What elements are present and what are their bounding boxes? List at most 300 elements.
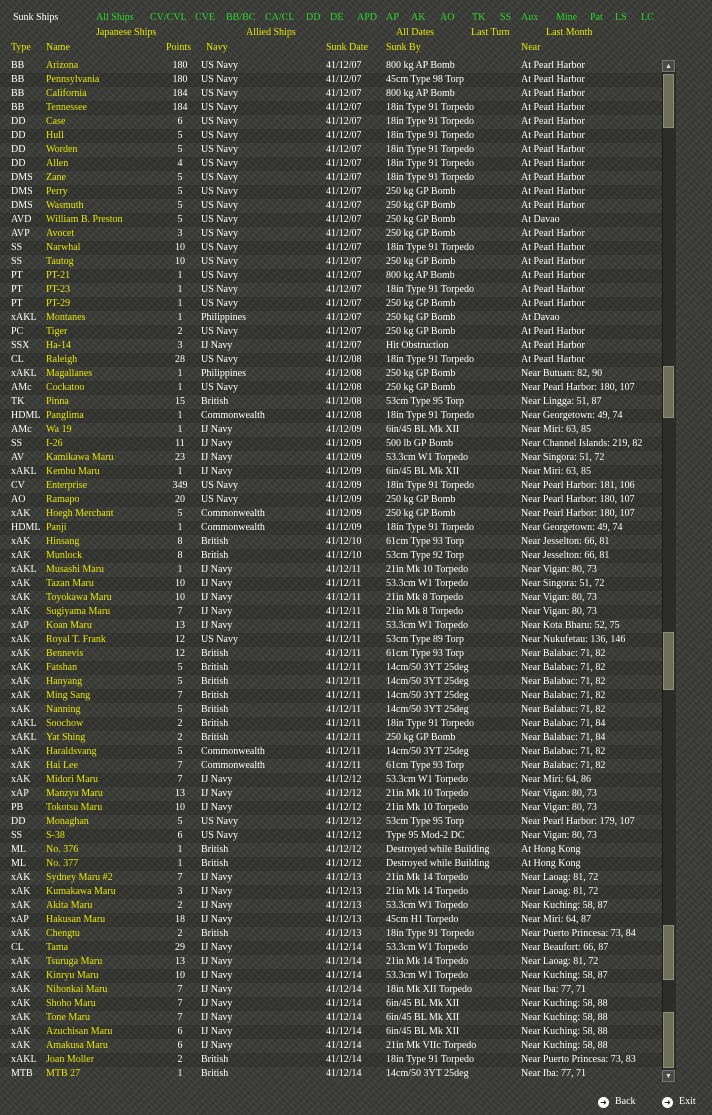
cell-navy: US Navy xyxy=(201,74,238,85)
cell-navy: IJ Navy xyxy=(201,578,233,589)
table-row[interactable] xyxy=(0,465,662,479)
table-row[interactable] xyxy=(0,1011,662,1025)
cell-ship-type: xAK xyxy=(11,662,31,673)
filter-allied-ships[interactable]: Allied Ships xyxy=(246,27,296,38)
table-row[interactable] xyxy=(0,605,662,619)
cell-location: At Pearl Harbor xyxy=(521,298,585,309)
cell-navy: British xyxy=(201,550,229,561)
cell-ship-name[interactable]: S-38 xyxy=(46,830,65,841)
cell-sunk-by: 250 kg GP Bomb xyxy=(386,326,456,337)
table-row[interactable] xyxy=(0,185,662,199)
cell-navy: Commonwealth xyxy=(201,508,265,519)
cell-ship-type: xAK xyxy=(11,886,31,897)
cell-ship-name[interactable]: Montanes xyxy=(46,312,86,323)
table-row[interactable] xyxy=(0,171,662,185)
cell-ship-name[interactable]: California xyxy=(46,88,87,99)
cell-ship-type: xAK xyxy=(11,648,31,659)
table-row[interactable] xyxy=(0,1067,662,1081)
cell-ship-name[interactable]: Yat Shing xyxy=(46,732,86,743)
cell-ship-name[interactable]: Kumakawa Maru xyxy=(46,886,116,897)
filter-bb-bc[interactable]: BB/BC xyxy=(226,12,256,23)
cell-ship-name[interactable]: Joan Moller xyxy=(46,1054,95,1065)
cell-location: Near Vigan: 80, 73 xyxy=(521,592,597,603)
cell-points: 1 xyxy=(177,382,183,393)
cell-points: 29 xyxy=(175,942,185,953)
table-row[interactable] xyxy=(0,101,662,115)
table-row[interactable] xyxy=(0,535,662,549)
cell-sunk-by: 250 kg GP Bomb xyxy=(386,200,456,211)
cell-location: Near Singora: 51, 72 xyxy=(521,578,605,589)
cell-ship-name[interactable]: Munlock xyxy=(46,550,83,561)
cell-ship-type: DD xyxy=(11,816,26,827)
exit-button[interactable] xyxy=(662,1096,696,1108)
table-row[interactable] xyxy=(0,549,662,563)
cell-navy: British xyxy=(201,690,229,701)
table-row[interactable] xyxy=(0,717,662,731)
cell-ship-name[interactable]: Zane xyxy=(46,172,66,183)
table-row[interactable] xyxy=(0,633,662,647)
table-row[interactable] xyxy=(0,129,662,143)
filter-lc[interactable]: LC xyxy=(641,12,654,23)
table-row[interactable] xyxy=(0,381,662,395)
filter-tk[interactable]: TK xyxy=(472,12,486,23)
table-row[interactable] xyxy=(0,521,662,535)
cell-ship-name[interactable]: Narwhal xyxy=(46,242,81,253)
cell-points: 6 xyxy=(177,116,183,127)
filter-ap[interactable]: AP xyxy=(386,12,399,23)
cell-ship-name[interactable]: Sydney Maru #2 xyxy=(46,872,113,883)
table-row[interactable] xyxy=(0,213,662,227)
table-row[interactable] xyxy=(0,801,662,815)
filter-ak[interactable]: AK xyxy=(411,12,426,23)
scrollbar-thumb[interactable] xyxy=(663,366,674,418)
cell-navy: IJ Navy xyxy=(201,914,233,925)
cell-ship-type: SS xyxy=(11,242,23,253)
cell-navy: US Navy xyxy=(201,242,238,253)
cell-ship-name[interactable]: Perry xyxy=(46,186,68,197)
filter-all-dates[interactable]: All Dates xyxy=(396,27,435,38)
table-row[interactable] xyxy=(0,269,662,283)
table-row[interactable] xyxy=(0,199,662,213)
cell-ship-name[interactable]: Pinna xyxy=(46,396,69,407)
cell-sunk-by: 18in Type 91 Torpedo xyxy=(386,102,474,113)
cell-points: 5 xyxy=(177,130,183,141)
filter-aux[interactable]: Aux xyxy=(521,12,539,23)
cell-location: At Davao xyxy=(521,214,560,225)
cell-points: 2 xyxy=(177,900,183,911)
cell-sunk-date: 41/12/11 xyxy=(326,760,362,771)
cell-ship-type: xAK xyxy=(11,592,31,603)
cell-ship-name[interactable]: Cockatoo xyxy=(46,382,85,393)
cell-ship-name[interactable]: Pennsylvania xyxy=(46,74,100,85)
table-row[interactable] xyxy=(0,395,662,409)
cell-ship-type: xAK xyxy=(11,634,31,645)
cell-ship-name[interactable]: No. 376 xyxy=(46,844,79,855)
cell-ship-name[interactable]: Allen xyxy=(46,158,69,169)
cell-points: 10 xyxy=(175,592,185,603)
cell-ship-type: xAK xyxy=(11,550,31,561)
cell-navy: IJ Navy xyxy=(201,340,233,351)
cell-ship-type: DMS xyxy=(11,172,33,183)
cell-navy: US Navy xyxy=(201,480,238,491)
cell-ship-name[interactable]: Azuchisan Maru xyxy=(46,1026,113,1037)
cell-location: At Pearl Harbor xyxy=(521,130,585,141)
cell-sunk-by: 53.3cm W1 Torpedo xyxy=(386,970,468,981)
cell-sunk-date: 41/12/12 xyxy=(326,802,362,813)
table-row[interactable] xyxy=(0,563,662,577)
cell-location: Near Miri: 64, 87 xyxy=(521,914,591,925)
cell-points: 28 xyxy=(175,354,185,365)
cell-ship-name[interactable]: Kamikawa Maru xyxy=(46,452,114,463)
table-row[interactable] xyxy=(0,59,662,73)
cell-sunk-by: 14cm/50 3YT 25deg xyxy=(386,662,469,673)
cell-ship-type: xAK xyxy=(11,928,31,939)
cell-points: 13 xyxy=(175,620,185,631)
table-row[interactable] xyxy=(0,143,662,157)
cell-ship-name[interactable]: Ha-14 xyxy=(46,340,71,351)
cell-location: Near Vigan: 80, 73 xyxy=(521,788,597,799)
column-header-sunk-by[interactable]: Sunk By xyxy=(386,42,421,53)
cell-sunk-by: 18in Type 91 Torpedo xyxy=(386,410,474,421)
cell-ship-name[interactable]: Nihonkai Maru xyxy=(46,984,108,995)
cell-ship-name[interactable]: Tsuruga Maru xyxy=(46,956,103,967)
cell-points: 10 xyxy=(175,256,185,267)
cell-sunk-date: 41/12/08 xyxy=(326,368,362,379)
filter-pat[interactable]: Pat xyxy=(590,12,603,23)
cell-ship-name[interactable]: I-26 xyxy=(46,438,63,449)
cell-ship-name[interactable]: Monaghan xyxy=(46,816,89,827)
cell-location: Near Balabac: 71, 82 xyxy=(521,662,606,673)
cell-location: Near Balabac: 71, 84 xyxy=(521,732,606,743)
cell-navy: US Navy xyxy=(201,214,238,225)
table-row[interactable] xyxy=(0,325,662,339)
table-row[interactable] xyxy=(0,507,662,521)
cell-sunk-by: 53.3cm W1 Torpedo xyxy=(386,942,468,953)
cell-sunk-by: 6in/45 BL Mk XII xyxy=(386,1012,460,1023)
table-row[interactable] xyxy=(0,73,662,87)
cell-ship-name[interactable]: Musashi Maru xyxy=(46,564,105,575)
cell-ship-name[interactable]: MTB 27 xyxy=(46,1068,81,1079)
cell-ship-name[interactable]: Bennevis xyxy=(46,648,84,659)
cell-ship-name[interactable]: Hinsang xyxy=(46,536,80,547)
cell-navy: IJ Navy xyxy=(201,970,233,981)
table-row[interactable] xyxy=(0,591,662,605)
cell-navy: IJ Navy xyxy=(201,942,233,953)
cell-sunk-by: Destroyed while Building xyxy=(386,858,490,869)
cell-location: Near Vigan: 80, 73 xyxy=(521,564,597,575)
cell-ship-name[interactable]: Kembu Maru xyxy=(46,466,100,477)
filter-apd[interactable]: APD xyxy=(357,12,378,23)
table-row[interactable] xyxy=(0,577,662,591)
cell-ship-name[interactable]: Nanning xyxy=(46,704,81,715)
cell-ship-name[interactable]: Hai Lee xyxy=(46,760,78,771)
cell-points: 5 xyxy=(177,144,183,155)
table-row[interactable] xyxy=(0,731,662,745)
cell-navy: US Navy xyxy=(201,200,238,211)
cell-navy: Commonwealth xyxy=(201,760,265,771)
filter-mine[interactable]: Mine xyxy=(556,12,578,23)
table-row[interactable] xyxy=(0,927,662,941)
table-row[interactable] xyxy=(0,493,662,507)
column-header-near[interactable]: Near xyxy=(521,42,541,53)
filter-japanese-ships[interactable]: Japanese Ships xyxy=(96,27,157,38)
cell-points: 3 xyxy=(177,228,183,239)
cell-points: 349 xyxy=(172,480,188,491)
table-row[interactable] xyxy=(0,689,662,703)
cell-sunk-by: 21in Mk 10 Torpedo xyxy=(386,802,469,813)
cell-sunk-by: 61cm Type 93 Torp xyxy=(386,648,464,659)
filter-de[interactable]: DE xyxy=(330,12,344,23)
cell-sunk-by: 45cm Type 98 Torp xyxy=(386,74,464,85)
cell-navy: Philippines xyxy=(201,368,247,379)
cell-sunk-date: 41/12/07 xyxy=(326,256,362,267)
cell-ship-name[interactable]: PT-21 xyxy=(46,270,71,281)
table-row[interactable] xyxy=(0,1025,662,1039)
cell-location: At Pearl Harbor xyxy=(521,284,585,295)
cell-ship-name[interactable]: Tennessee xyxy=(46,102,87,113)
cell-sunk-by: 18in Type 91 Torpedo xyxy=(386,172,474,183)
table-row[interactable] xyxy=(0,647,662,661)
cell-points: 12 xyxy=(175,648,185,659)
table-row[interactable] xyxy=(0,311,662,325)
filter-last-turn[interactable]: Last Turn xyxy=(471,27,510,38)
back-button[interactable] xyxy=(598,1096,636,1108)
cell-ship-name[interactable]: Toyokawa Maru xyxy=(46,592,112,603)
table-row[interactable] xyxy=(0,899,662,913)
cell-ship-name[interactable]: Tokotsu Maru xyxy=(46,802,103,813)
table-row[interactable] xyxy=(0,857,662,871)
cell-ship-name[interactable]: Wasmuth xyxy=(46,200,84,211)
cell-ship-name[interactable]: Wa 19 xyxy=(46,424,72,435)
table-row[interactable] xyxy=(0,353,662,367)
cell-points: 10 xyxy=(175,802,185,813)
cell-points: 12 xyxy=(175,634,185,645)
table-row[interactable] xyxy=(0,451,662,465)
cell-ship-name[interactable]: Tama xyxy=(46,942,69,953)
cell-ship-name[interactable]: Haraldsvang xyxy=(46,746,97,757)
table-row[interactable] xyxy=(0,773,662,787)
cell-ship-name[interactable]: Soochow xyxy=(46,718,84,729)
cell-location: Near Miri: 63, 85 xyxy=(521,466,591,477)
scrollbar-thumb[interactable] xyxy=(663,74,674,128)
cell-ship-name[interactable]: Midori Maru xyxy=(46,774,98,785)
cell-navy: US Navy xyxy=(201,144,238,155)
cell-sunk-by: 250 kg GP Bomb xyxy=(386,494,456,505)
table-row[interactable] xyxy=(0,955,662,969)
cell-location: Near Balabac: 71, 82 xyxy=(521,690,606,701)
scroll-down-button[interactable] xyxy=(662,1070,675,1082)
table-row[interactable] xyxy=(0,157,662,171)
cell-location: Near Balabac: 71, 82 xyxy=(521,760,606,771)
cell-ship-type: DD xyxy=(11,130,26,141)
cell-ship-name[interactable]: Raleigh xyxy=(46,354,78,365)
filter-dd[interactable]: DD xyxy=(306,12,321,23)
scrollbar-thumb[interactable] xyxy=(663,632,674,690)
table-row[interactable] xyxy=(0,241,662,255)
scrollbar-thumb[interactable] xyxy=(663,925,674,980)
column-header-navy[interactable]: Navy xyxy=(206,42,228,53)
table-row[interactable] xyxy=(0,1053,662,1067)
filter-ca-cl[interactable]: CA/CL xyxy=(265,12,295,23)
cell-navy: IJ Navy xyxy=(201,984,233,995)
filter-ls[interactable]: LS xyxy=(615,12,627,23)
column-header-type[interactable]: Type xyxy=(11,42,31,53)
filter-cve[interactable]: CVE xyxy=(195,12,215,23)
cell-ship-name[interactable]: PT-29 xyxy=(46,298,71,309)
table-row[interactable] xyxy=(0,423,662,437)
cell-ship-name[interactable]: Sugiyama Maru xyxy=(46,606,111,617)
cell-ship-name[interactable]: Koan Maru xyxy=(46,620,92,631)
table-row[interactable] xyxy=(0,409,662,423)
cell-ship-type: PC xyxy=(11,326,24,337)
table-row[interactable] xyxy=(0,661,662,675)
cell-ship-type: xAK xyxy=(11,872,31,883)
cell-ship-name[interactable]: Hanyang xyxy=(46,676,83,687)
cell-ship-name[interactable]: Ramapo xyxy=(46,494,80,505)
cell-ship-type: xAKL xyxy=(11,732,37,743)
cell-ship-name[interactable]: Royal T. Frank xyxy=(46,634,106,645)
cell-ship-name[interactable]: Arizona xyxy=(46,60,79,71)
cell-location: At Pearl Harbor xyxy=(521,340,585,351)
cell-ship-name[interactable]: Akita Maru xyxy=(46,900,93,911)
table-row[interactable] xyxy=(0,255,662,269)
cell-points: 180 xyxy=(172,60,188,71)
cell-ship-name[interactable]: Hoegh Merchant xyxy=(46,508,114,519)
cell-sunk-by: Destroyed while Building xyxy=(386,844,490,855)
cell-location: Near Kuching: 58, 88 xyxy=(521,1012,608,1023)
table-row[interactable] xyxy=(0,941,662,955)
cell-sunk-by: 18in Type 91 Torpedo xyxy=(386,928,474,939)
table-row[interactable] xyxy=(0,115,662,129)
cell-sunk-by: 61cm Type 93 Torp xyxy=(386,536,464,547)
table-row[interactable] xyxy=(0,969,662,983)
cell-ship-type: SS xyxy=(11,256,23,267)
table-row[interactable] xyxy=(0,297,662,311)
cell-sunk-date: 41/12/14 xyxy=(326,970,362,981)
filter-last-month[interactable]: Last Month xyxy=(546,27,593,38)
cell-ship-name[interactable]: Panji xyxy=(46,522,67,533)
table-row[interactable] xyxy=(0,871,662,885)
table-row[interactable] xyxy=(0,759,662,773)
table-row[interactable] xyxy=(0,745,662,759)
cell-ship-name[interactable]: Panglima xyxy=(46,410,84,421)
cell-ship-name[interactable]: No. 377 xyxy=(46,858,79,869)
table-row[interactable] xyxy=(0,227,662,241)
scroll-up-button[interactable] xyxy=(662,60,675,72)
cell-navy: US Navy xyxy=(201,298,238,309)
cell-navy: US Navy xyxy=(201,172,238,183)
cell-ship-type: AMc xyxy=(11,424,32,435)
cell-ship-name[interactable]: Chengtu xyxy=(46,928,80,939)
filter-ao[interactable]: AO xyxy=(440,12,455,23)
cell-sunk-by: 18in Type 91 Torpedo xyxy=(386,116,474,127)
column-header-points[interactable]: Points xyxy=(166,42,192,53)
table-row[interactable] xyxy=(0,885,662,899)
table-row[interactable] xyxy=(0,87,662,101)
scrollbar-thumb[interactable] xyxy=(663,1012,674,1068)
cell-ship-name[interactable]: Shoho Maru xyxy=(46,998,96,1009)
cell-ship-name[interactable]: Amakusa Maru xyxy=(46,1040,108,1051)
cell-ship-type: DD xyxy=(11,144,26,155)
cell-sunk-by: 14cm/50 3YT 25deg xyxy=(386,704,469,715)
cell-ship-type: CL xyxy=(11,354,24,365)
cell-ship-name[interactable]: Enterprise xyxy=(46,480,88,491)
table-row[interactable] xyxy=(0,829,662,843)
filter-cv-cvl[interactable]: CV/CVL xyxy=(150,12,187,23)
cell-navy: US Navy xyxy=(201,228,238,239)
cell-ship-name[interactable]: Hakusan Maru xyxy=(46,914,106,925)
cell-location: At Pearl Harbor xyxy=(521,74,585,85)
cell-navy: US Navy xyxy=(201,354,238,365)
table-row[interactable] xyxy=(0,675,662,689)
cell-ship-type: AMc xyxy=(11,382,32,393)
cell-ship-name[interactable]: Ming Sang xyxy=(46,690,91,701)
table-row[interactable] xyxy=(0,437,662,451)
cell-points: 2 xyxy=(177,1054,183,1065)
table-row[interactable] xyxy=(0,703,662,717)
cell-sunk-date: 41/12/07 xyxy=(326,340,362,351)
cell-sunk-date: 41/12/11 xyxy=(326,578,362,589)
cell-ship-type: AO xyxy=(11,494,26,505)
table-row[interactable] xyxy=(0,787,662,801)
cell-sunk-by: 45cm H1 Torpedo xyxy=(386,914,459,925)
cell-points: 5 xyxy=(177,214,183,225)
cell-navy: US Navy xyxy=(201,816,238,827)
cell-ship-name[interactable]: William B. Preston xyxy=(46,214,123,225)
cell-points: 1 xyxy=(177,368,183,379)
table-row[interactable] xyxy=(0,843,662,857)
table-row[interactable] xyxy=(0,983,662,997)
table-row[interactable] xyxy=(0,1039,662,1053)
cell-location: Near Balabac: 71, 82 xyxy=(521,676,606,687)
cell-ship-name[interactable]: Tiger xyxy=(46,326,68,337)
cell-ship-name[interactable]: Worden xyxy=(46,144,78,155)
table-row[interactable] xyxy=(0,913,662,927)
cell-ship-name[interactable]: PT-23 xyxy=(46,284,71,295)
cell-navy: IJ Navy xyxy=(201,564,233,575)
column-header-name[interactable]: Name xyxy=(46,42,70,53)
cell-ship-name[interactable]: Hull xyxy=(46,130,64,141)
cell-ship-name[interactable]: Case xyxy=(46,116,66,127)
table-row[interactable] xyxy=(0,367,662,381)
cell-ship-name[interactable]: Manzyu Maru xyxy=(46,788,103,799)
cell-ship-name[interactable]: Magallanes xyxy=(46,368,93,379)
filter-all-ships[interactable]: All Ships xyxy=(96,12,134,23)
cell-ship-name[interactable]: Avocet xyxy=(46,228,75,239)
cell-sunk-date: 41/12/14 xyxy=(326,984,362,995)
column-header-sunk-date[interactable]: Sunk Date xyxy=(326,42,368,53)
cell-navy: IJ Navy xyxy=(201,788,233,799)
cell-ship-name[interactable]: Kinryu Maru xyxy=(46,970,99,981)
cell-ship-name[interactable]: Tazan Maru xyxy=(46,578,94,589)
table-row[interactable] xyxy=(0,997,662,1011)
cell-location: At Hong Kong xyxy=(521,844,581,855)
table-row[interactable] xyxy=(0,339,662,353)
cell-location: Near Balabac: 71, 82 xyxy=(521,746,606,757)
table-row[interactable] xyxy=(0,815,662,829)
cell-location: At Pearl Harbor xyxy=(521,326,585,337)
cell-sunk-by: 53cm Type 95 Torp xyxy=(386,396,464,407)
filter-ss[interactable]: SS xyxy=(500,12,512,23)
cell-ship-name[interactable]: Tautog xyxy=(46,256,74,267)
table-row[interactable] xyxy=(0,283,662,297)
cell-ship-type: xAP xyxy=(11,620,29,631)
cell-ship-name[interactable]: Fatshan xyxy=(46,662,78,673)
cell-ship-name[interactable]: Tone Maru xyxy=(46,1012,91,1023)
cell-ship-type: xAK xyxy=(11,956,31,967)
table-row[interactable] xyxy=(0,619,662,633)
table-row[interactable] xyxy=(0,479,662,493)
